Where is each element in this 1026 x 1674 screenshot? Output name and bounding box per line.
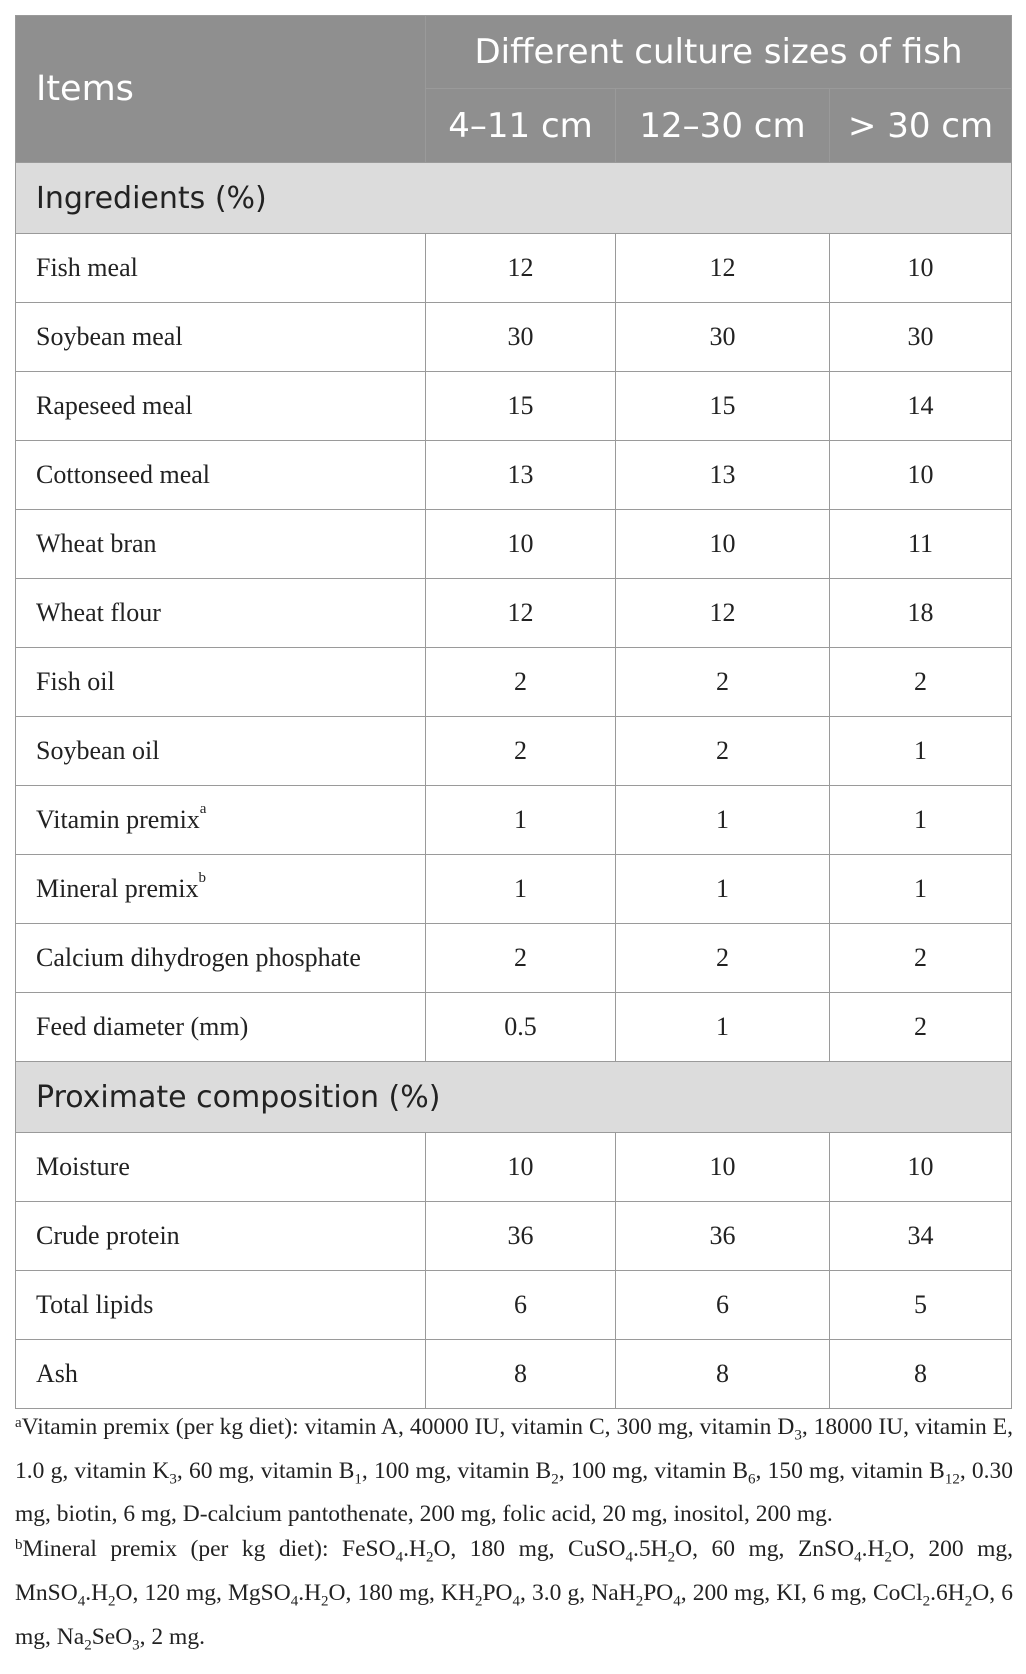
- footnote-text: .H: [403, 1536, 426, 1563]
- footnote-text: O, 6 mg, Na: [15, 1580, 1013, 1650]
- subscript-text: 2: [84, 1637, 92, 1654]
- value-cell: 6: [426, 1271, 616, 1340]
- subscript-text: 4: [395, 1550, 404, 1567]
- value-cell: 1: [616, 855, 830, 924]
- value-cell: 2: [830, 924, 1012, 993]
- footnote-text: SeO: [91, 1623, 133, 1650]
- table-row: [16, 717, 1012, 786]
- value-cell: 8: [616, 1340, 830, 1409]
- value-cell: 12: [426, 234, 616, 303]
- value-cell: 18: [830, 579, 1012, 648]
- row-label-cell: [16, 993, 426, 1062]
- section-row: [16, 163, 1012, 234]
- table-header: [16, 16, 1012, 163]
- value-cell: 2: [830, 648, 1012, 717]
- subscript-text: 2: [474, 1593, 483, 1610]
- footnote-marker: b: [15, 1537, 23, 1554]
- value-cell: 5: [830, 1271, 1012, 1340]
- subscript-text: 2: [635, 1593, 644, 1610]
- subscript-text: 2: [884, 1550, 892, 1567]
- footnote-text: .H: [861, 1536, 885, 1563]
- footnote-text: , 60 mg, vitamin B: [176, 1457, 355, 1484]
- value-cell: 10: [830, 1133, 1012, 1202]
- footnote-text: .5H: [633, 1536, 668, 1563]
- value-cell: 15: [426, 372, 616, 441]
- subscript-text: 4: [673, 1593, 681, 1610]
- footnote-text: , 18000 IU, vitamin E, 1.0 g, vitamin K: [15, 1414, 1013, 1484]
- table-row: [16, 1271, 1012, 1340]
- table-row: [16, 372, 1012, 441]
- row-label: Vitamin premix: [36, 805, 200, 834]
- value-cell: 30: [830, 303, 1012, 372]
- value-cell: 11: [830, 510, 1012, 579]
- subscript-text: 2: [667, 1550, 676, 1567]
- value-cell: 6: [616, 1271, 830, 1340]
- row-label: Rapeseed meal: [36, 391, 193, 420]
- value-cell: 1: [426, 855, 616, 924]
- footnote-text: Vitamin premix (per kg diet): vitamin A, 40000 IU, vitamin C, 300 mg, vitamin D: [21, 1414, 795, 1440]
- table-row: [16, 648, 1012, 717]
- subscript-text: 2: [551, 1471, 559, 1488]
- value-cell: 10: [830, 234, 1012, 303]
- value-cell: 8: [426, 1340, 616, 1409]
- row-label: Cottonseed meal: [36, 460, 211, 489]
- value-cell: 13: [616, 441, 830, 510]
- row-label-cell: [16, 303, 426, 372]
- row-label: Fish meal: [36, 253, 138, 282]
- row-label: Soybean meal: [36, 322, 183, 351]
- value-cell: 10: [616, 510, 830, 579]
- value-cell: 13: [426, 441, 616, 510]
- row-label: Moisture: [36, 1152, 130, 1181]
- subscript-text: 3: [794, 1427, 802, 1444]
- row-label-cell: [16, 372, 426, 441]
- footnote-text: O, 180 mg, CuSO: [433, 1536, 626, 1563]
- value-cell: 14: [830, 372, 1012, 441]
- value-cell: 10: [830, 441, 1012, 510]
- value-cell: 1: [426, 786, 616, 855]
- value-cell: 1: [830, 717, 1012, 786]
- value-cell: 0.5: [426, 993, 616, 1062]
- footnote-marker: b: [198, 870, 206, 886]
- value-cell: 10: [426, 1133, 616, 1202]
- section-title: Proximate composition (%): [16, 1062, 1012, 1133]
- row-label-cell: [16, 1271, 426, 1340]
- subscript-text: 2: [964, 1593, 973, 1610]
- value-cell: 1: [830, 855, 1012, 924]
- subscript-text: 3: [169, 1471, 177, 1488]
- subscript-text: 4: [512, 1593, 520, 1610]
- row-label-cell: [16, 717, 426, 786]
- header-col-size-2: 12–30 cm: [616, 89, 830, 163]
- value-cell: 30: [616, 303, 830, 372]
- footnote-text: .H: [85, 1580, 109, 1607]
- subscript-text: 2: [321, 1593, 329, 1610]
- section-title: Ingredients (%): [16, 163, 1012, 234]
- subscript-text: 4: [625, 1550, 633, 1567]
- footnote-marker: a: [199, 801, 207, 817]
- value-cell: 2: [616, 717, 830, 786]
- subscript-text: 2: [108, 1593, 116, 1610]
- row-label-cell: [16, 1202, 426, 1271]
- footnote-text: Mineral premix (per kg diet): FeSO: [22, 1536, 396, 1563]
- feed-composition-table: [15, 15, 1012, 1409]
- footnote-text: .H: [298, 1580, 322, 1607]
- footnote-text: , 2 mg.: [139, 1623, 205, 1650]
- row-label: Wheat bran: [36, 529, 157, 558]
- value-cell: 1: [830, 786, 1012, 855]
- section-row: [16, 1062, 1012, 1133]
- table-row: [16, 441, 1012, 510]
- value-cell: 36: [426, 1202, 616, 1271]
- footnote-text: , 150 mg, vitamin B: [755, 1457, 945, 1484]
- header-col-size-3: > 30 cm: [830, 89, 1012, 163]
- value-cell: 15: [616, 372, 830, 441]
- footnote-text: O, 120 mg, MgSO: [115, 1580, 291, 1607]
- value-cell: 2: [426, 648, 616, 717]
- subscript-text: 2: [922, 1593, 931, 1610]
- row-label: Soybean oil: [36, 736, 160, 765]
- row-label-cell: [16, 1133, 426, 1202]
- row-label: Mineral premix: [36, 874, 199, 903]
- subscript-text: 4: [854, 1550, 862, 1567]
- footnote-text: O, 180 mg, KH: [328, 1580, 475, 1607]
- value-cell: 1: [616, 993, 830, 1062]
- row-label: Ash: [36, 1359, 78, 1388]
- footnote-text: , 100 mg, vitamin B: [558, 1457, 749, 1484]
- header-col-size-1: 4–11 cm: [426, 89, 616, 163]
- footnote-text: O, 200 mg, MnSO: [15, 1536, 1014, 1607]
- row-label: Calcium dihydrogen phosphate: [36, 943, 361, 972]
- row-label-cell: [16, 1340, 426, 1409]
- footnote: [15, 1532, 1013, 1663]
- row-label-cell: [16, 924, 426, 993]
- table-row: [16, 510, 1012, 579]
- header-group: Different culture sizes of fish: [426, 16, 1012, 89]
- value-cell: 12: [616, 234, 830, 303]
- table-row: [16, 234, 1012, 303]
- table-row: [16, 924, 1012, 993]
- row-label: Total lipids: [36, 1290, 154, 1319]
- footnote: [15, 1410, 1013, 1532]
- row-label: Feed diameter (mm): [36, 1012, 249, 1041]
- header-items: Items: [16, 16, 426, 163]
- value-cell: 12: [616, 579, 830, 648]
- footnote-text: , 3.0 g, NaH: [520, 1580, 636, 1607]
- footnote-text: , 200 mg, KI, 6 mg, CoCl: [680, 1580, 923, 1607]
- row-label-cell: [16, 441, 426, 510]
- subscript-text: 6: [748, 1471, 756, 1488]
- value-cell: 10: [426, 510, 616, 579]
- row-label-cell: [16, 786, 426, 855]
- subscript-text: 2: [425, 1550, 434, 1567]
- footnote-marker: a: [15, 1415, 22, 1431]
- row-label: Crude protein: [36, 1221, 180, 1250]
- row-label: Wheat flour: [36, 598, 161, 627]
- footnote-text: O, 60 mg, ZnSO: [675, 1536, 855, 1563]
- value-cell: 34: [830, 1202, 1012, 1271]
- table-row: [16, 786, 1012, 855]
- value-cell: 12: [426, 579, 616, 648]
- footnotes: [15, 1410, 1013, 1663]
- value-cell: 2: [426, 924, 616, 993]
- table-row: [16, 303, 1012, 372]
- value-cell: 36: [616, 1202, 830, 1271]
- subscript-text: 3: [132, 1637, 140, 1654]
- subscript-text: 12: [944, 1471, 960, 1488]
- table-row: [16, 855, 1012, 924]
- subscript-text: 1: [354, 1471, 362, 1488]
- table-row: [16, 579, 1012, 648]
- value-cell: 8: [830, 1340, 1012, 1409]
- subscript-text: 4: [290, 1593, 299, 1610]
- value-cell: 10: [616, 1133, 830, 1202]
- row-label: Fish oil: [36, 667, 115, 696]
- value-cell: 2: [616, 648, 830, 717]
- table-row: [16, 1340, 1012, 1409]
- row-label-cell: [16, 510, 426, 579]
- footnote-text: PO: [482, 1580, 513, 1607]
- subscript-text: 4: [77, 1593, 86, 1610]
- table-row: [16, 1133, 1012, 1202]
- value-cell: 1: [616, 786, 830, 855]
- row-label-cell: [16, 234, 426, 303]
- value-cell: 2: [616, 924, 830, 993]
- table-container: [15, 15, 1011, 1409]
- table-row: [16, 1202, 1012, 1271]
- footnote-text: , 100 mg, vitamin B: [361, 1457, 552, 1484]
- table-row: [16, 993, 1012, 1062]
- footnote-text: PO: [643, 1580, 674, 1607]
- row-label-cell: [16, 855, 426, 924]
- value-cell: 30: [426, 303, 616, 372]
- footnote-text: .6H: [930, 1580, 965, 1607]
- value-cell: 2: [426, 717, 616, 786]
- value-cell: 2: [830, 993, 1012, 1062]
- row-label-cell: [16, 648, 426, 717]
- table-body: [16, 163, 1012, 1409]
- footnote-text: , 0.30 mg, biotin, 6 mg, D-calcium pantothenate, 200 mg, folic acid, 20 mg, inositol, 200 mg.: [15, 1457, 1014, 1528]
- row-label-cell: [16, 579, 426, 648]
